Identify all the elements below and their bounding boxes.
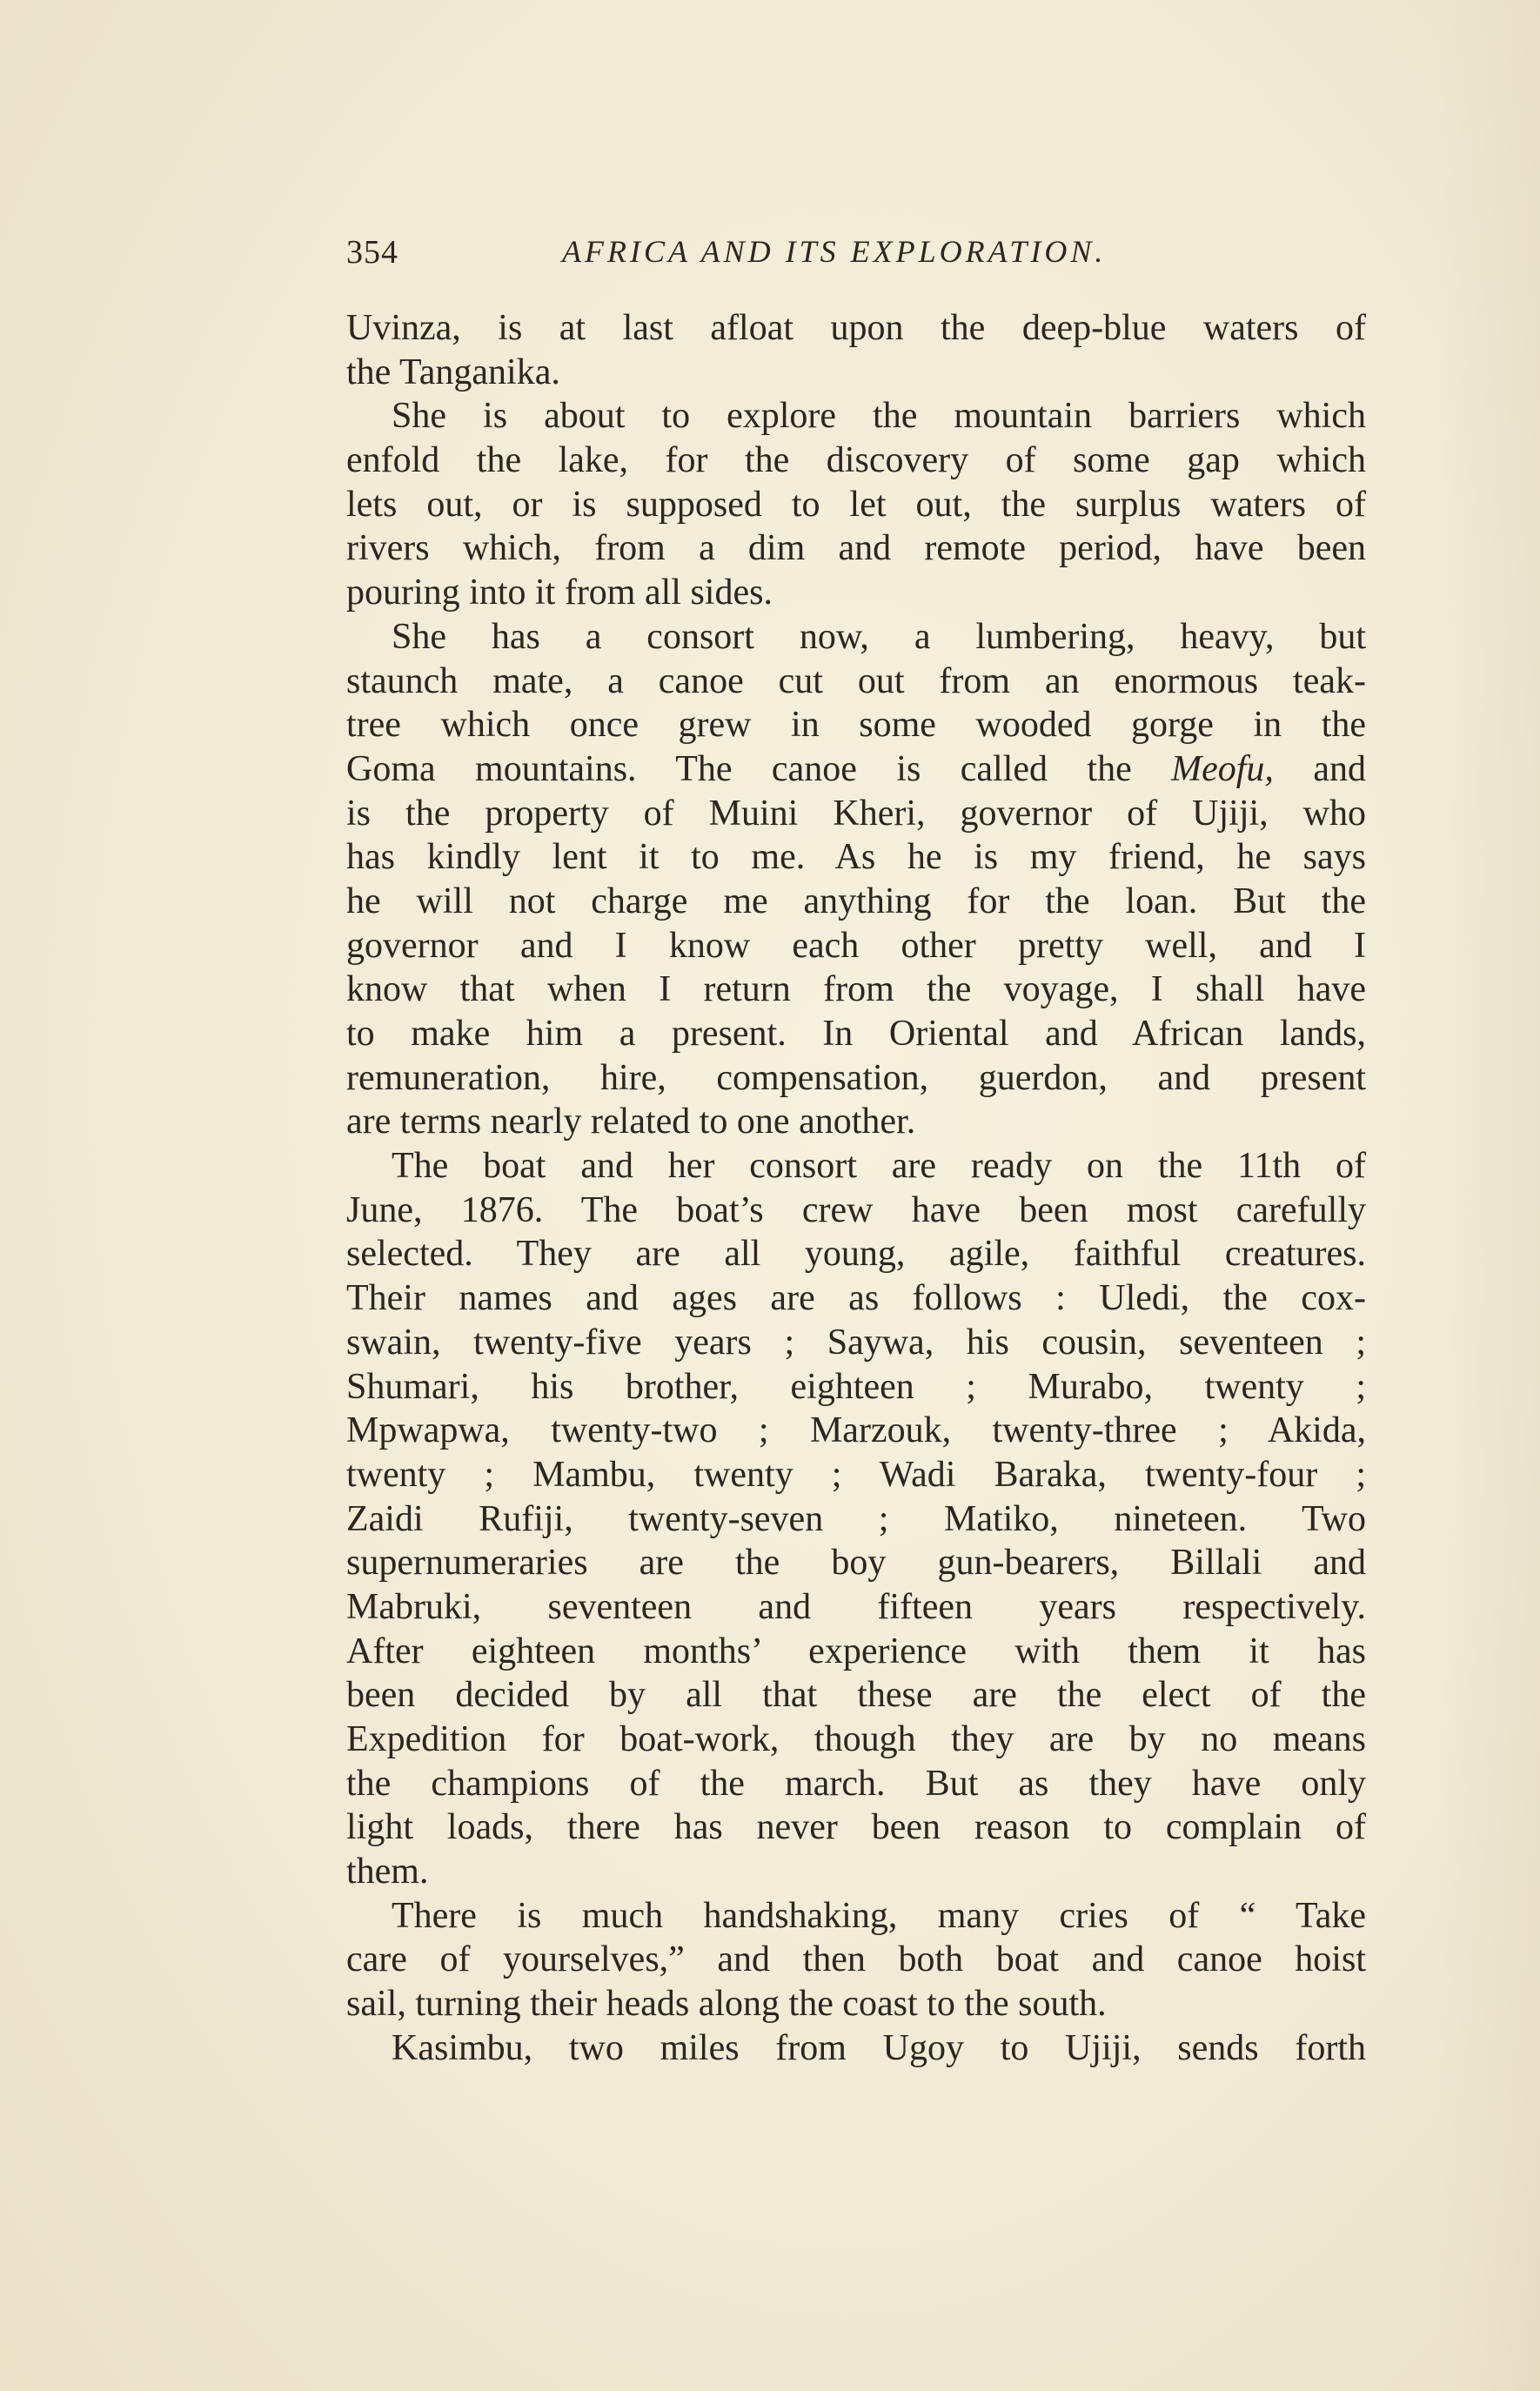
text-line: selected. They are all young, agile, faithful creatures. (346, 1234, 1366, 1275)
text-line: the champions of the march. But as they have only (346, 1763, 1366, 1804)
text-line: Mabruki, seventeen and fifteen years respectively. (346, 1586, 1366, 1627)
text-line: Goma mountains. The canoe is called the Meofu, and (346, 748, 1366, 789)
text-line: Mpwapwa, twenty-two ; Marzouk, twenty-three ; Akida, (346, 1410, 1366, 1451)
page-edge-shading (1436, 0, 1540, 2391)
page-number: 354 (346, 234, 398, 271)
page-header (346, 233, 1373, 285)
text-line: tree which once grew in some wooded gorge in the (346, 705, 1366, 746)
text-line: rivers which, from a dim and remote period, have been (346, 528, 1366, 569)
text-line: Shumari, his brother, eighteen ; Murabo, twenty ; (346, 1366, 1366, 1407)
body-text (346, 306, 1366, 2071)
text-line: She has a consort now, a lumbering, heavy, but (392, 616, 1366, 657)
text-line: swain, twenty-five years ; Saywa, his cousin, seventeen ; (346, 1322, 1366, 1363)
text-line: enfold the lake, for the discovery of some gap which (346, 440, 1366, 481)
text-line: twenty ; Mambu, twenty ; Wadi Baraka, twenty-four ; (346, 1454, 1366, 1495)
text-line: She is about to explore the mountain barriers which (392, 396, 1366, 437)
running-title: AFRICA AND ITS EXPLORATION. (562, 234, 1107, 269)
text-line: There is much handshaking, many cries of “ Take (392, 1895, 1366, 1936)
text-line: June, 1876. The boat’s crew have been most carefully (346, 1189, 1366, 1230)
text-line: governor and I know each other pretty well, and I (346, 925, 1366, 966)
text-line: to make him a present. In Oriental and African lands, (346, 1014, 1366, 1054)
text-line: light loads, there has never been reason to complain of (346, 1807, 1366, 1848)
canoe-name: Meofu, (1171, 748, 1274, 789)
text-line: Their names and ages are as follows : Uledi, the cox- (346, 1278, 1366, 1319)
text-line: the Tanganika. (346, 352, 560, 392)
text-line: Uvinza, is at last afloat upon the deep-blue waters of (346, 308, 1366, 348)
text-line: are terms nearly related to one another. (346, 1102, 916, 1142)
text-line: is the property of Muini Kheri, governor of Ujiji, who (346, 793, 1366, 834)
text-line: know that when I return from the voyage, I shall have (346, 969, 1366, 1010)
text-line: Kasimbu, two miles from Ugoy to Ujiji, sends forth (392, 2027, 1366, 2068)
text-line: sail, turning their heads along the coast to the south. (346, 1984, 1107, 2025)
text-line: care of yourselves,” and then both boat and canoe hoist (346, 1939, 1366, 1980)
text-line: lets out, or is supposed to let out, the surplus waters of (346, 484, 1366, 525)
text-line: supernumeraries are the boy gun-bearers, Billali and (346, 1543, 1366, 1584)
text-line: them. (346, 1852, 429, 1892)
text-line: pouring into it from all sides. (346, 573, 773, 613)
text-line: has kindly lent it to me. As he is my friend, he says (346, 837, 1366, 878)
text-line: staunch mate, a canoe cut out from an enormous teak- (346, 660, 1366, 701)
text-line: Zaidi Rufiji, twenty-seven ; Matiko, nineteen. Two (346, 1498, 1366, 1539)
text-line: been decided by all that these are the elect of the (346, 1675, 1366, 1716)
text-line: he will not charge me anything for the loan. But the (346, 881, 1366, 921)
text-line: After eighteen months’ experience with them it has (346, 1631, 1366, 1671)
text-line: remuneration, hire, compensation, guerdon, and present (346, 1057, 1366, 1098)
text-line: Expedition for boat-work, though they are by no means (346, 1719, 1366, 1759)
text-line: The boat and her consort are ready on the 11th of (392, 1146, 1366, 1187)
